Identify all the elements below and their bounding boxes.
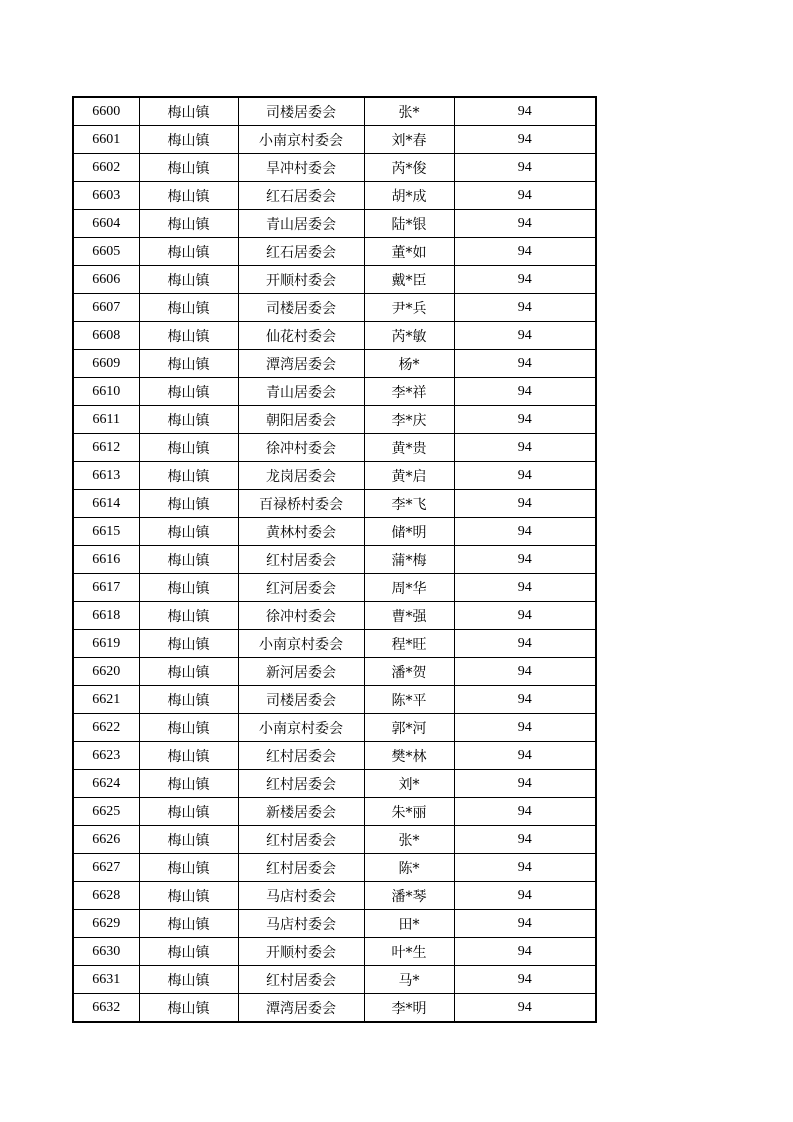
cell-name: 程*旺 xyxy=(364,630,454,658)
cell-number: 6620 xyxy=(73,658,139,686)
cell-town: 梅山镇 xyxy=(139,406,238,434)
cell-score: 94 xyxy=(454,686,596,714)
cell-score: 94 xyxy=(454,966,596,994)
cell-town: 梅山镇 xyxy=(139,966,238,994)
cell-score: 94 xyxy=(454,434,596,462)
table-row xyxy=(73,910,596,938)
cell-committee: 红村居委会 xyxy=(238,826,364,854)
cell-score: 94 xyxy=(454,574,596,602)
cell-number: 6610 xyxy=(73,378,139,406)
table-row xyxy=(73,938,596,966)
cell-number: 6603 xyxy=(73,182,139,210)
cell-committee: 马店村委会 xyxy=(238,882,364,910)
cell-committee: 青山居委会 xyxy=(238,378,364,406)
cell-number: 6617 xyxy=(73,574,139,602)
cell-name: 杨* xyxy=(364,350,454,378)
cell-committee: 司楼居委会 xyxy=(238,294,364,322)
cell-number: 6624 xyxy=(73,770,139,798)
cell-score: 94 xyxy=(454,630,596,658)
cell-town: 梅山镇 xyxy=(139,826,238,854)
table-row xyxy=(73,966,596,994)
cell-number: 6613 xyxy=(73,462,139,490)
cell-name: 李*庆 xyxy=(364,406,454,434)
cell-score: 94 xyxy=(454,854,596,882)
cell-committee: 潭湾居委会 xyxy=(238,350,364,378)
cell-name: 芮*敏 xyxy=(364,322,454,350)
cell-score: 94 xyxy=(454,154,596,182)
cell-committee: 红村居委会 xyxy=(238,854,364,882)
table-row xyxy=(73,378,596,406)
cell-number: 6630 xyxy=(73,938,139,966)
cell-name: 蒲*梅 xyxy=(364,546,454,574)
cell-name: 叶*生 xyxy=(364,938,454,966)
cell-town: 梅山镇 xyxy=(139,322,238,350)
cell-score: 94 xyxy=(454,210,596,238)
cell-number: 6625 xyxy=(73,798,139,826)
cell-committee: 黄林村委会 xyxy=(238,518,364,546)
cell-number: 6605 xyxy=(73,238,139,266)
cell-number: 6628 xyxy=(73,882,139,910)
table-row xyxy=(73,322,596,350)
cell-name: 李*明 xyxy=(364,994,454,1023)
cell-score: 94 xyxy=(454,518,596,546)
cell-number: 6631 xyxy=(73,966,139,994)
cell-committee: 红村居委会 xyxy=(238,742,364,770)
table-row xyxy=(73,518,596,546)
cell-town: 梅山镇 xyxy=(139,518,238,546)
cell-town: 梅山镇 xyxy=(139,546,238,574)
table-row xyxy=(73,126,596,154)
cell-committee: 红村居委会 xyxy=(238,770,364,798)
cell-town: 梅山镇 xyxy=(139,350,238,378)
cell-number: 6632 xyxy=(73,994,139,1023)
cell-number: 6623 xyxy=(73,742,139,770)
cell-score: 94 xyxy=(454,882,596,910)
cell-score: 94 xyxy=(454,266,596,294)
cell-score: 94 xyxy=(454,462,596,490)
cell-committee: 仙花村委会 xyxy=(238,322,364,350)
cell-score: 94 xyxy=(454,406,596,434)
cell-town: 梅山镇 xyxy=(139,378,238,406)
cell-name: 潘*贺 xyxy=(364,658,454,686)
cell-number: 6607 xyxy=(73,294,139,322)
cell-number: 6608 xyxy=(73,322,139,350)
table-row xyxy=(73,574,596,602)
cell-town: 梅山镇 xyxy=(139,630,238,658)
table-row xyxy=(73,630,596,658)
cell-committee: 红村居委会 xyxy=(238,546,364,574)
cell-town: 梅山镇 xyxy=(139,574,238,602)
cell-name: 张* xyxy=(364,826,454,854)
cell-committee: 小南京村委会 xyxy=(238,714,364,742)
cell-committee: 新楼居委会 xyxy=(238,798,364,826)
table-row xyxy=(73,294,596,322)
cell-number: 6627 xyxy=(73,854,139,882)
table-row xyxy=(73,602,596,630)
cell-committee: 百禄桥村委会 xyxy=(238,490,364,518)
cell-score: 94 xyxy=(454,490,596,518)
cell-committee: 青山居委会 xyxy=(238,210,364,238)
cell-committee: 红石居委会 xyxy=(238,238,364,266)
roster-table-body xyxy=(73,97,596,1022)
cell-name: 黄*启 xyxy=(364,462,454,490)
cell-name: 陈*平 xyxy=(364,686,454,714)
cell-town: 梅山镇 xyxy=(139,714,238,742)
table-row xyxy=(73,546,596,574)
cell-number: 6616 xyxy=(73,546,139,574)
cell-score: 94 xyxy=(454,97,596,126)
cell-score: 94 xyxy=(454,770,596,798)
table-row xyxy=(73,266,596,294)
cell-town: 梅山镇 xyxy=(139,238,238,266)
cell-town: 梅山镇 xyxy=(139,126,238,154)
cell-number: 6615 xyxy=(73,518,139,546)
table-row xyxy=(73,826,596,854)
cell-committee: 马店村委会 xyxy=(238,910,364,938)
cell-number: 6604 xyxy=(73,210,139,238)
table-row xyxy=(73,490,596,518)
cell-committee: 朝阳居委会 xyxy=(238,406,364,434)
table-row xyxy=(73,350,596,378)
cell-town: 梅山镇 xyxy=(139,658,238,686)
cell-committee: 潭湾居委会 xyxy=(238,994,364,1023)
roster-table xyxy=(72,96,597,1023)
cell-number: 6601 xyxy=(73,126,139,154)
cell-number: 6622 xyxy=(73,714,139,742)
cell-town: 梅山镇 xyxy=(139,798,238,826)
table-row xyxy=(73,406,596,434)
table-row xyxy=(73,434,596,462)
cell-town: 梅山镇 xyxy=(139,994,238,1023)
cell-name: 张* xyxy=(364,97,454,126)
cell-score: 94 xyxy=(454,938,596,966)
cell-score: 94 xyxy=(454,378,596,406)
cell-score: 94 xyxy=(454,798,596,826)
cell-score: 94 xyxy=(454,994,596,1023)
cell-score: 94 xyxy=(454,658,596,686)
cell-name: 马* xyxy=(364,966,454,994)
cell-name: 陆*银 xyxy=(364,210,454,238)
cell-score: 94 xyxy=(454,826,596,854)
cell-town: 梅山镇 xyxy=(139,882,238,910)
cell-town: 梅山镇 xyxy=(139,686,238,714)
cell-town: 梅山镇 xyxy=(139,490,238,518)
cell-number: 6612 xyxy=(73,434,139,462)
cell-name: 黄*贵 xyxy=(364,434,454,462)
cell-number: 6626 xyxy=(73,826,139,854)
cell-committee: 旱冲村委会 xyxy=(238,154,364,182)
table-row xyxy=(73,742,596,770)
cell-town: 梅山镇 xyxy=(139,182,238,210)
cell-committee: 红村居委会 xyxy=(238,966,364,994)
cell-score: 94 xyxy=(454,714,596,742)
cell-committee: 小南京村委会 xyxy=(238,630,364,658)
table-row xyxy=(73,882,596,910)
cell-score: 94 xyxy=(454,294,596,322)
cell-number: 6621 xyxy=(73,686,139,714)
cell-name: 曹*强 xyxy=(364,602,454,630)
cell-name: 田* xyxy=(364,910,454,938)
cell-number: 6609 xyxy=(73,350,139,378)
cell-name: 李*祥 xyxy=(364,378,454,406)
table-row xyxy=(73,854,596,882)
cell-town: 梅山镇 xyxy=(139,938,238,966)
cell-town: 梅山镇 xyxy=(139,462,238,490)
cell-town: 梅山镇 xyxy=(139,294,238,322)
cell-score: 94 xyxy=(454,546,596,574)
cell-town: 梅山镇 xyxy=(139,154,238,182)
cell-name: 陈* xyxy=(364,854,454,882)
table-row xyxy=(73,462,596,490)
cell-number: 6606 xyxy=(73,266,139,294)
cell-committee: 红河居委会 xyxy=(238,574,364,602)
table-row xyxy=(73,210,596,238)
cell-name: 刘*春 xyxy=(364,126,454,154)
cell-committee: 小南京村委会 xyxy=(238,126,364,154)
cell-committee: 新河居委会 xyxy=(238,658,364,686)
cell-number: 6611 xyxy=(73,406,139,434)
cell-town: 梅山镇 xyxy=(139,854,238,882)
cell-committee: 司楼居委会 xyxy=(238,97,364,126)
cell-name: 樊*林 xyxy=(364,742,454,770)
table-row xyxy=(73,182,596,210)
cell-town: 梅山镇 xyxy=(139,210,238,238)
cell-town: 梅山镇 xyxy=(139,97,238,126)
cell-number: 6619 xyxy=(73,630,139,658)
cell-name: 胡*成 xyxy=(364,182,454,210)
table-row xyxy=(73,770,596,798)
cell-town: 梅山镇 xyxy=(139,266,238,294)
cell-name: 潘*琴 xyxy=(364,882,454,910)
cell-number: 6629 xyxy=(73,910,139,938)
cell-score: 94 xyxy=(454,126,596,154)
table-row xyxy=(73,798,596,826)
table-row xyxy=(73,994,596,1023)
cell-number: 6602 xyxy=(73,154,139,182)
cell-number: 6614 xyxy=(73,490,139,518)
cell-name: 储*明 xyxy=(364,518,454,546)
cell-town: 梅山镇 xyxy=(139,602,238,630)
cell-name: 芮*俊 xyxy=(364,154,454,182)
cell-committee: 司楼居委会 xyxy=(238,686,364,714)
cell-score: 94 xyxy=(454,322,596,350)
table-row xyxy=(73,97,596,126)
cell-score: 94 xyxy=(454,182,596,210)
cell-committee: 红石居委会 xyxy=(238,182,364,210)
table-row xyxy=(73,154,596,182)
cell-committee: 徐冲村委会 xyxy=(238,434,364,462)
cell-name: 戴*臣 xyxy=(364,266,454,294)
cell-committee: 开顺村委会 xyxy=(238,938,364,966)
table-row xyxy=(73,238,596,266)
cell-town: 梅山镇 xyxy=(139,434,238,462)
cell-town: 梅山镇 xyxy=(139,770,238,798)
cell-name: 周*华 xyxy=(364,574,454,602)
table-row xyxy=(73,686,596,714)
cell-name: 尹*兵 xyxy=(364,294,454,322)
cell-number: 6600 xyxy=(73,97,139,126)
cell-committee: 龙岗居委会 xyxy=(238,462,364,490)
table-row xyxy=(73,658,596,686)
cell-committee: 徐冲村委会 xyxy=(238,602,364,630)
cell-number: 6618 xyxy=(73,602,139,630)
cell-town: 梅山镇 xyxy=(139,742,238,770)
cell-name: 朱*丽 xyxy=(364,798,454,826)
cell-name: 刘* xyxy=(364,770,454,798)
cell-score: 94 xyxy=(454,742,596,770)
table-row xyxy=(73,714,596,742)
cell-score: 94 xyxy=(454,238,596,266)
cell-score: 94 xyxy=(454,602,596,630)
cell-name: 李*飞 xyxy=(364,490,454,518)
cell-score: 94 xyxy=(454,350,596,378)
cell-name: 董*如 xyxy=(364,238,454,266)
cell-town: 梅山镇 xyxy=(139,910,238,938)
cell-committee: 开顺村委会 xyxy=(238,266,364,294)
cell-name: 郭*河 xyxy=(364,714,454,742)
cell-score: 94 xyxy=(454,910,596,938)
